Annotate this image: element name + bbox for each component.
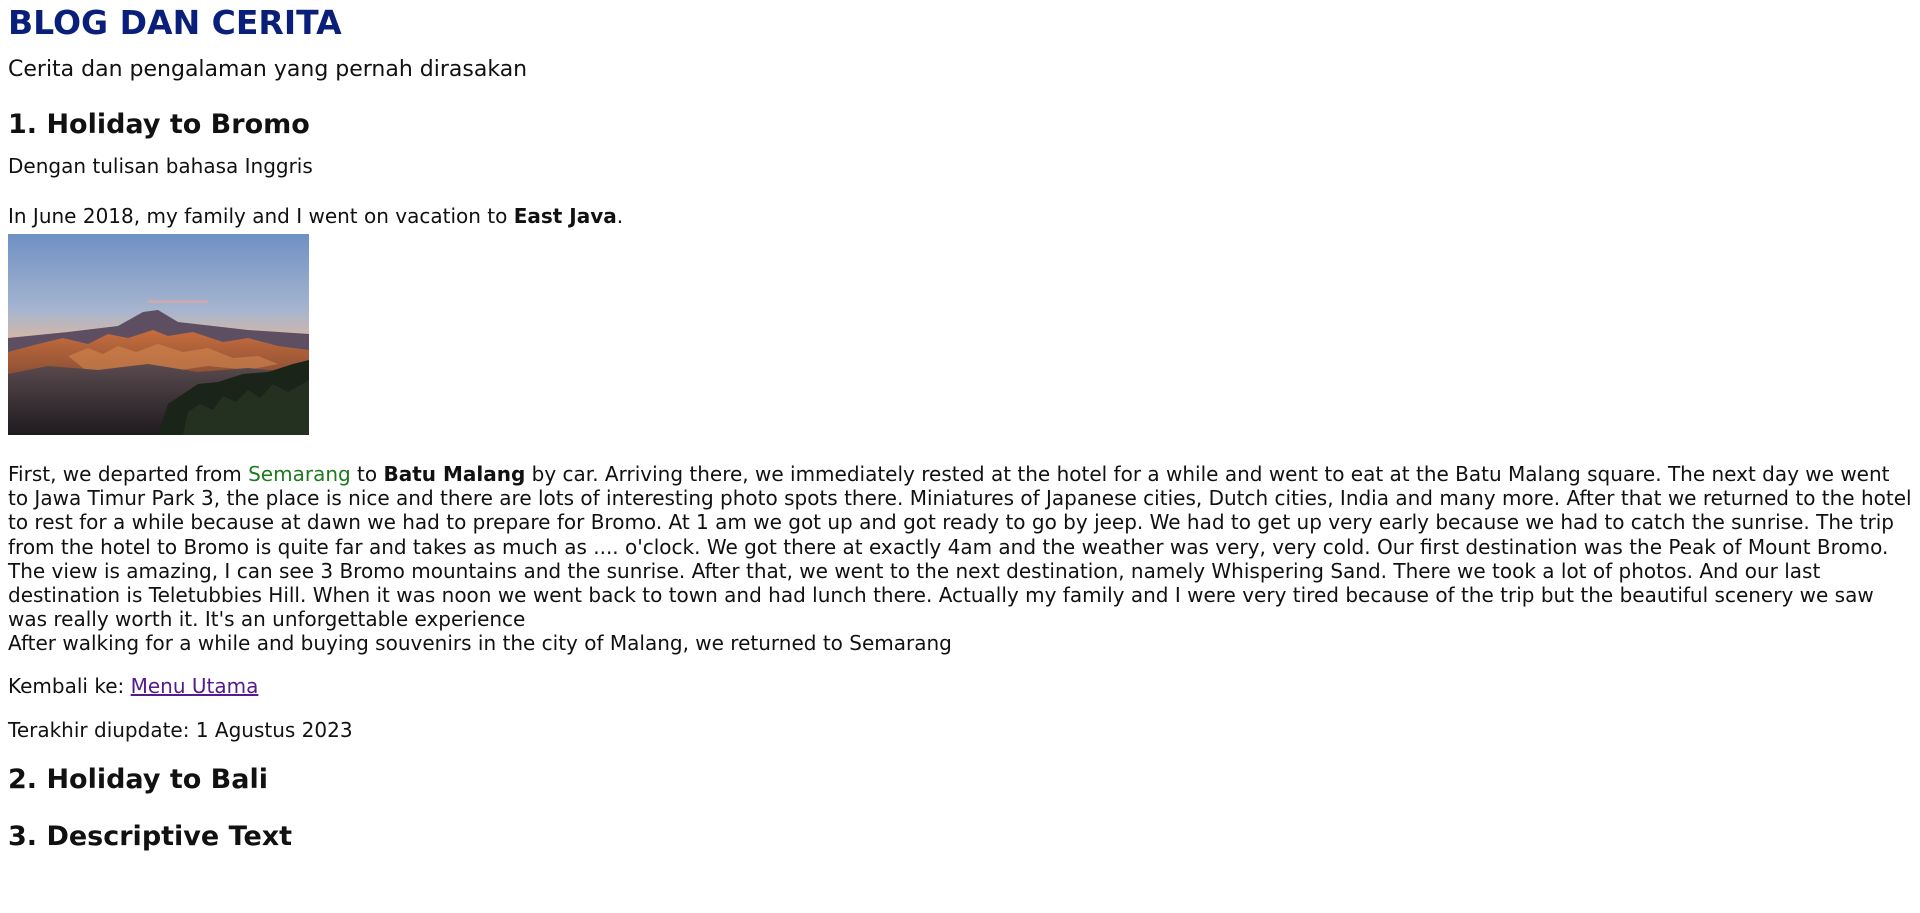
story-text-body: by car. Arriving there, we immediately rested at the hotel for a while and went to eat at the Batu Malang square. The next day we went to Jawa Timur Park 3, the place is nice and there are lots of interesting photo spots there. Miniatures of Japanese cities, Dutch cities, India and many more. After that we returned to the hotel to rest for a while because at dawn we had to prepare for Bromo. At 1 am we got up and got ready to go by jeep. We had to get up very early because we had to catch the sunrise. The trip from the hotel to Bromo is quite far and takes as much as .... o'clock. We got there at exactly 4am and the weather was very, very cold. Our first destination was the Peak of Mount Bromo. The view is amazing, I can see 3 Bromo mountains and the sunrise. After that, we went to the next destination, namely Whispering Sand. There we took a lot of photos. And our last destination is Teletubbies Hill. When it was noon we went back to town and had lunch there. Actually my family and I were very tired because of the trip but the beautiful scenery we saw was really worth it. It's an unforgettable experience [8,462,1912,632]
article-outro: After walking for a while and buying souvenirs in the city of Malang, we returned to Semarang [8,631,952,655]
intro-text: In June 2018, my family and I went on vacation to [8,204,514,228]
article-subtitle: Dengan tulisan bahasa Inggris [8,154,313,178]
place-batu-malang: Batu Malang [383,462,526,486]
article-story [8,462,1912,631]
article-intro [8,204,1912,234]
intro-highlight-east-java: East Java [513,204,617,228]
page-title: BLOG DAN CERITA [8,3,342,42]
article-heading-descriptive: 3. Descriptive Text [8,821,293,852]
page-tagline: Cerita dan pengalaman yang pernah dirasakan [8,57,528,82]
back-navigation [8,674,1912,718]
bromo-landscape-image [8,234,309,435]
last-updated: Terakhir diupdate: 1 Agustus 2023 [8,718,353,742]
back-label: Kembali ke: [8,674,131,698]
main-menu-link[interactable]: Menu Utama [130,674,259,698]
article-heading-bali: 2. Holiday to Bali [8,764,268,795]
bromo-sunrise-photo [8,234,309,435]
place-semarang: Semarang [248,462,351,486]
story-text-to: to [350,462,384,486]
story-text-start: First, we departed from [8,462,249,486]
intro-end: . [616,204,624,228]
article-heading-bromo: 1. Holiday to Bromo [8,109,310,140]
